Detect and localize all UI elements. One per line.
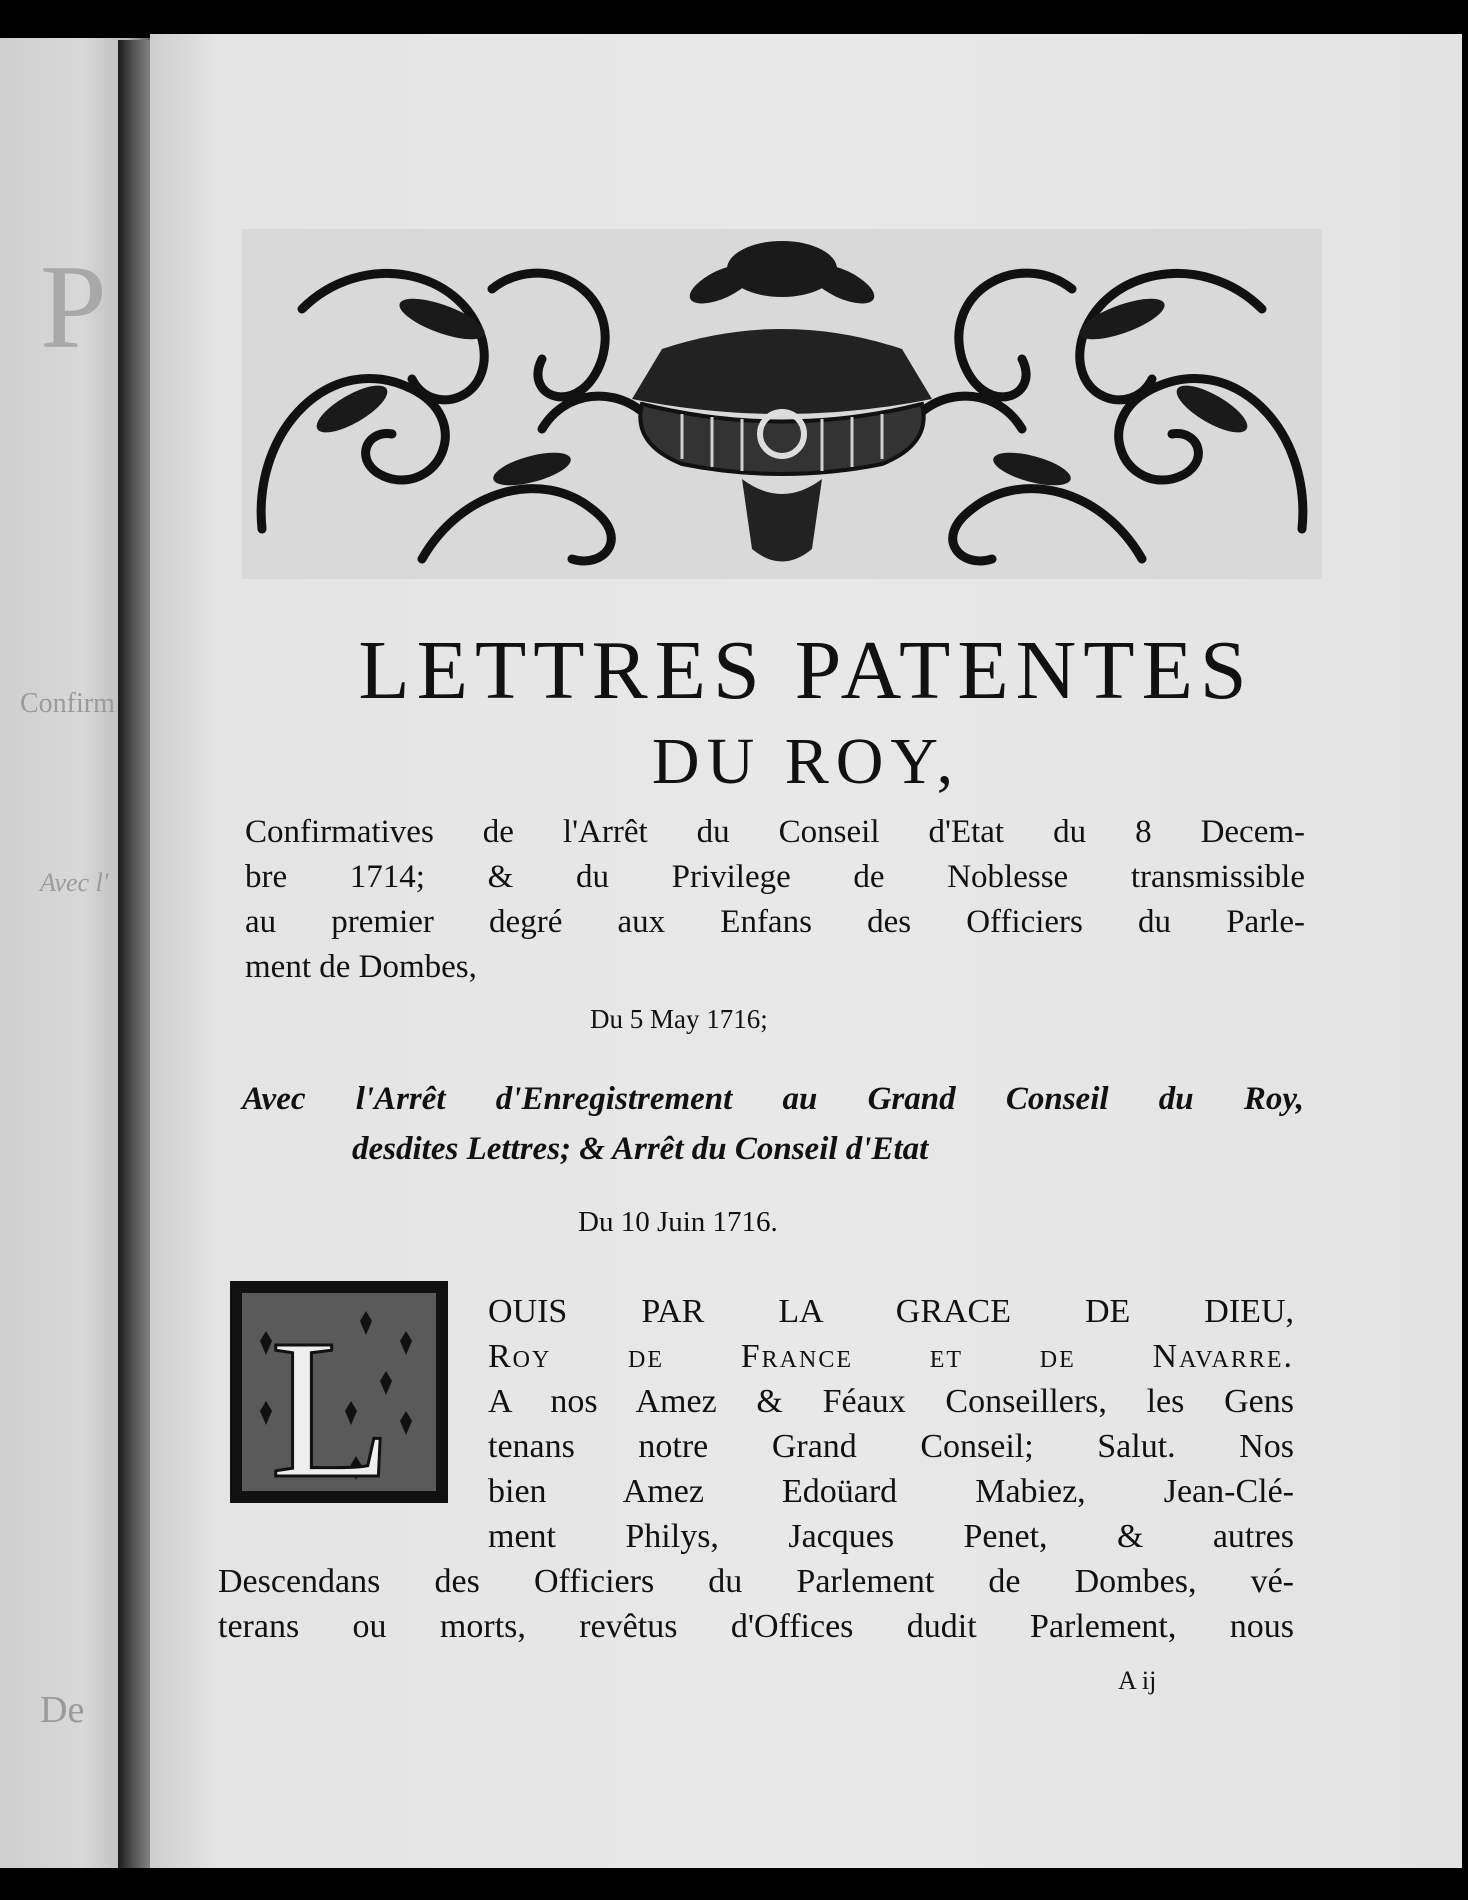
subtitle-line: ment de Dombes, [245, 949, 477, 985]
body-line: ment Philys, Jacques Penet, & autres [488, 1518, 1294, 1555]
body-line: terans ou morts, revêtus d'Offices dudit Parlement, nous [218, 1608, 1294, 1645]
initial-letter: L [270, 1299, 393, 1503]
body-line: A nos Amez & Féaux Conseillers, les Gens [488, 1383, 1294, 1420]
body-line: bien Amez Edoüard Mabiez, Jean-Clé- [488, 1473, 1294, 1510]
body-line: tenans notre Grand Conseil; Salut. Nos [488, 1428, 1294, 1465]
date-issued: Du 5 May 1716; [590, 1004, 768, 1034]
subtitle-line: Confirmatives de l'Arrêt du Conseil d'Etat du 8 Decem- [245, 814, 1305, 850]
subtitle-line: bre 1714; & du Privilege de Noblesse transmissible [245, 859, 1305, 895]
facing-page-glyph: De [40, 1689, 85, 1731]
facing-page-glyph: Confirm [20, 688, 115, 719]
document-page [150, 34, 1462, 1868]
decorated-initial-letter [230, 1281, 448, 1503]
document-title: LETTRES PATENTES [358, 624, 1254, 717]
facing-page-glyph: Avec l' [40, 868, 109, 897]
registration-note-line: desdites Lettres; & Arrêt du Conseil d'Etat [352, 1131, 929, 1167]
body-line: Descendans des Officiers du Parlement de Dombes, vé- [218, 1563, 1294, 1600]
body-text-indented [488, 1289, 1294, 1559]
registration-note-line: Avec l'Arrêt d'Enregistrement au Grand Conseil du Roy, [242, 1081, 1304, 1117]
date-registered: Du 10 Juin 1716. [578, 1206, 778, 1238]
subtitle-line: au premier degré aux Enfans des Officiers du Parle- [245, 904, 1305, 940]
registration-note [242, 1074, 1304, 1174]
body-text [218, 1559, 1294, 1649]
signature-mark: A ij [1118, 1666, 1157, 1695]
document-title-line-2: DU ROY, [651, 725, 961, 798]
body-line: OUIS PAR LA GRACE DE DIEU, [488, 1293, 1294, 1330]
vase-ornament-icon [242, 229, 1322, 579]
body-line: Roy de France et de Navarre. [488, 1338, 1294, 1375]
facing-page-glyph: P [40, 240, 107, 373]
subtitle [245, 810, 1305, 990]
